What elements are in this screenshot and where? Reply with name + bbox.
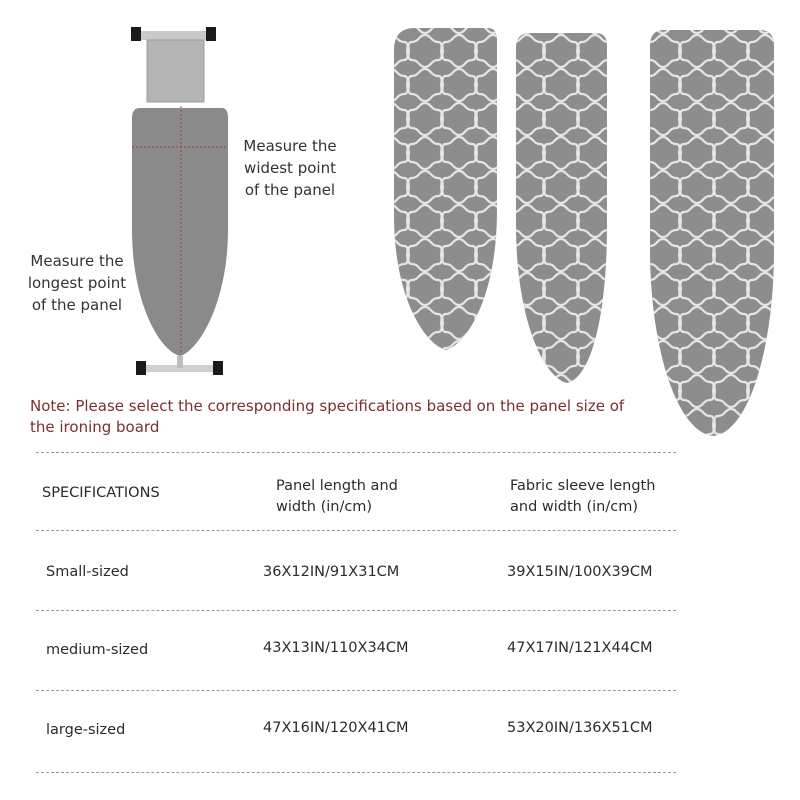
row-small-sleeve: 39X15IN/100X39CM: [507, 564, 653, 580]
longest-label-line-3: of the panel: [31, 296, 123, 314]
header-panel-line-2: width (in/cm): [276, 499, 373, 515]
bottom-leg-post: [177, 356, 183, 368]
widest-label-line-3: of the panel: [244, 181, 336, 199]
header-sleeve-line-1: Fabric sleeve length: [510, 478, 656, 494]
row-medium-sleeve: 47X17IN/121X44CM: [507, 640, 653, 656]
widest-point-label: [238, 135, 342, 201]
header-sleeve-line-2: and width (in/cm): [510, 499, 638, 515]
leg-foot-top-left: [131, 27, 141, 41]
table-divider: [36, 690, 676, 691]
header-panel-line-1: Panel length and: [276, 478, 398, 494]
longest-label-line-1: Measure the: [30, 252, 124, 270]
iron-rest: [147, 40, 204, 102]
row-large-size: large-sized: [46, 722, 126, 738]
row-large-panel: 47X16IN/120X41CM: [263, 720, 409, 736]
table-divider: [36, 452, 676, 453]
longest-point-label: [18, 250, 136, 316]
leg-foot-top-right: [206, 27, 216, 41]
note-line-1: Note: Please select the corresponding specifications based on the panel size of: [30, 397, 625, 415]
row-small-size: Small-sized: [46, 564, 129, 580]
header-panel-size: [276, 476, 398, 518]
iron-rest-bar: [135, 31, 211, 40]
size-note: [30, 396, 670, 438]
widest-label-line-1: Measure the: [243, 137, 337, 155]
widest-label-line-2: widest point: [244, 159, 336, 177]
cover-large: [640, 20, 785, 440]
table-divider: [36, 772, 676, 773]
header-specifications: SPECIFICATIONS: [42, 485, 160, 501]
board-panel: [132, 108, 228, 356]
row-large-sleeve: 53X20IN/136X51CM: [507, 720, 653, 736]
leg-foot-bottom-right: [213, 361, 223, 375]
note-line-2: the ironing board: [30, 418, 160, 436]
cover-small: [380, 20, 510, 360]
table-divider: [36, 610, 676, 611]
row-small-panel: 36X12IN/91X31CM: [263, 564, 400, 580]
row-medium-size: medium-sized: [46, 642, 149, 658]
table-divider: [36, 530, 676, 531]
row-medium-panel: 43X13IN/110X34CM: [263, 640, 409, 656]
longest-label-line-2: longest point: [27, 274, 127, 292]
leg-foot-bottom-left: [136, 361, 146, 375]
header-sleeve-size: [510, 476, 655, 518]
ironing-board: [131, 27, 228, 375]
cover-medium: [505, 25, 620, 395]
